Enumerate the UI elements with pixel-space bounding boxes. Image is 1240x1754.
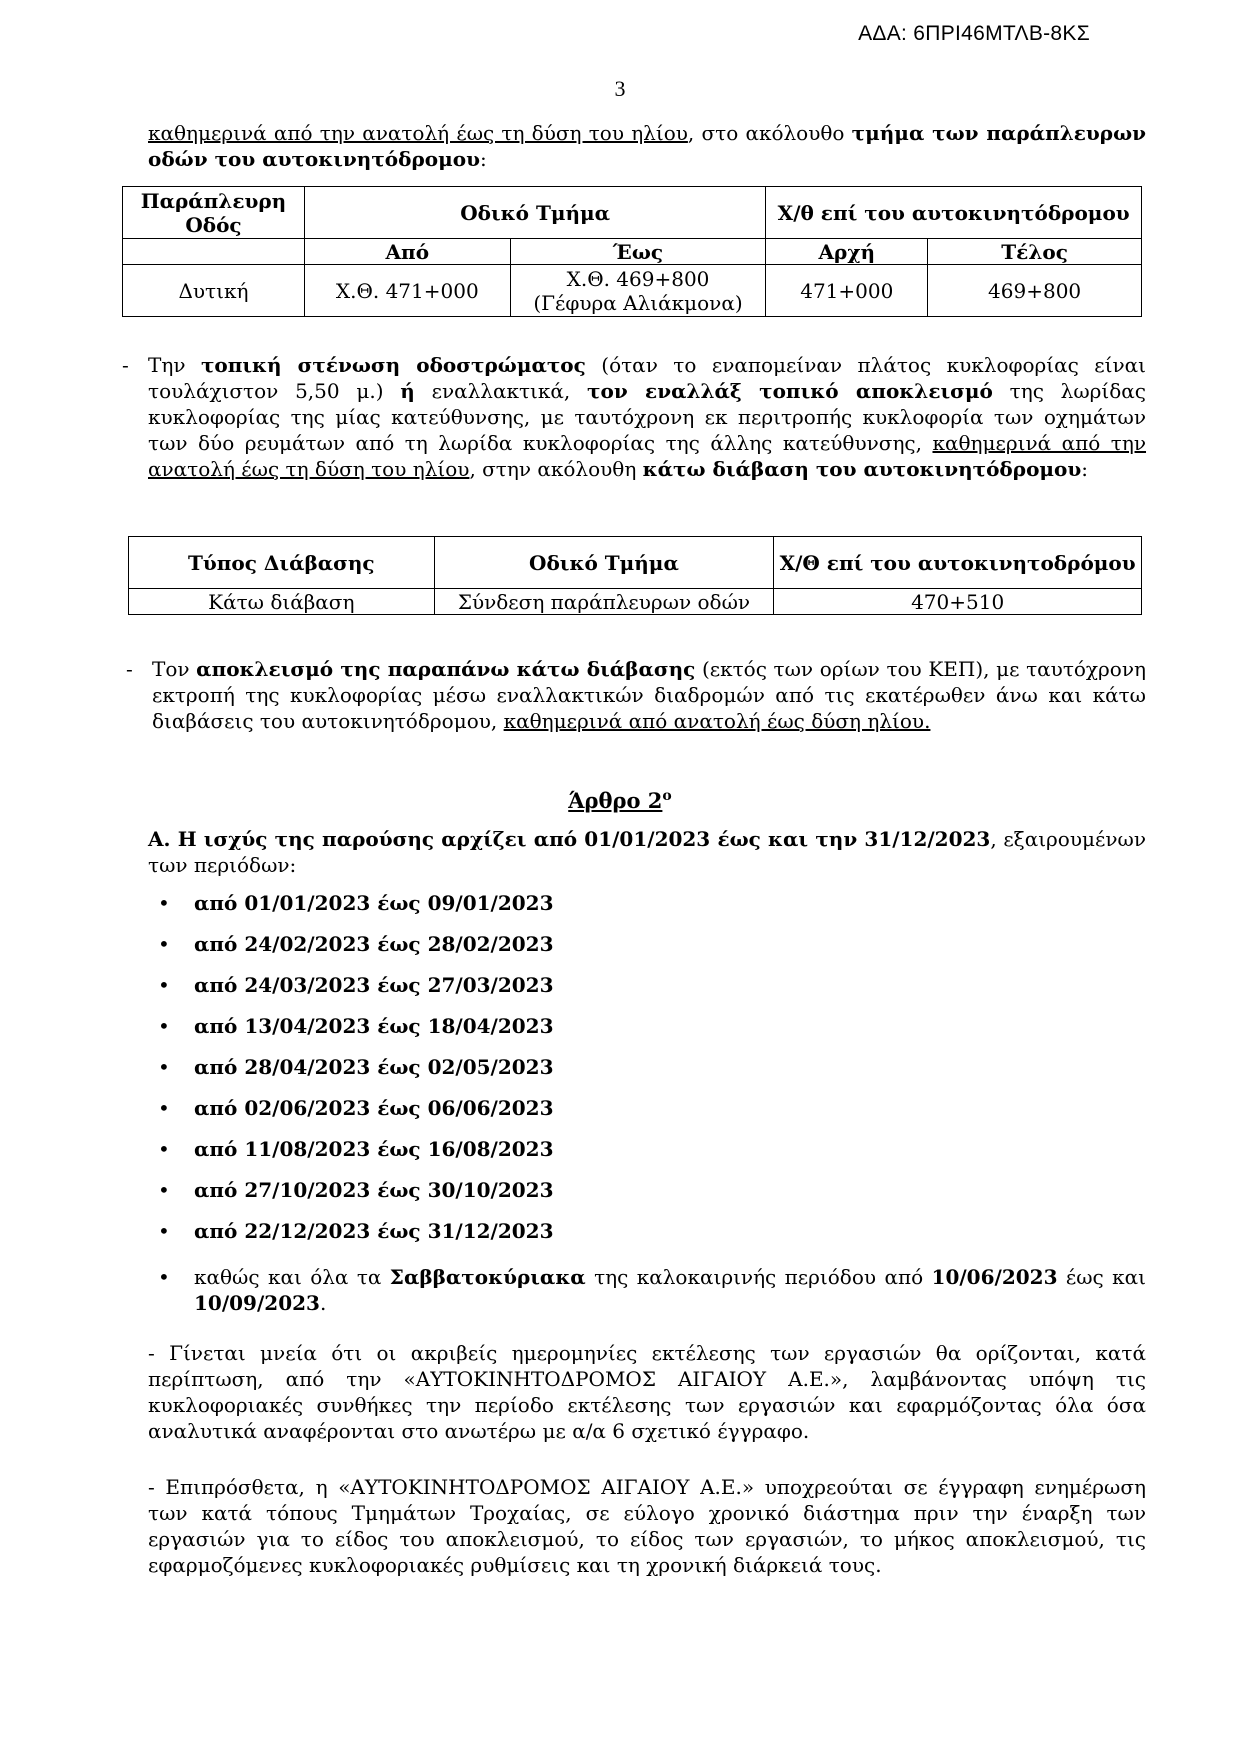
weekends-bullet: • καθώς και όλα τα Σαββατοκύριακα της καλοκαιρινής περιόδου από 10/06/2023 έως και 10/09/2023. <box>158 1265 1147 1315</box>
th-start: Αρχή <box>766 239 928 265</box>
list-item: • από 11/08/2023 έως 16/08/2023 <box>158 1137 554 1161</box>
ada-code: ΑΔΑ: 6ΠΡΙ46ΜΤΛΒ-8ΚΣ <box>858 22 1090 45</box>
th-section: Οδικό Τμήμα <box>304 187 765 239</box>
th-empty <box>123 239 305 265</box>
cell-to-line1: Χ.Θ. 469+800 <box>566 266 710 291</box>
list-item: • από 13/04/2023 έως 18/04/2023 <box>158 1014 554 1038</box>
excluded-periods-list <box>148 890 1148 1259</box>
intro-end: : <box>479 147 487 171</box>
intro-bold: τμήμα των παράπλευρων οδών του αυτοκινητόδρομου <box>148 121 1146 171</box>
table-row <box>123 265 1142 317</box>
cell-chainage: 470+510 <box>774 589 1142 615</box>
intro-text: , στο ακόλουθο <box>687 121 852 145</box>
cell-section: Σύνδεση παράπλευρων οδών <box>434 589 774 615</box>
th-end: Τέλος <box>928 239 1142 265</box>
closure-paragraph: - Τον αποκλεισμό της παραπάνω κάτω διάβασης (εκτός των ορίων του ΚΕΠ), με ταυτόχρονη εκτροπή της κυκλοφορίας μέσω εναλλακτικών διαδρομών από τις εκατέρωθεν άνω και κάτω διαβάσεις του αυτοκινητόδρομου, καθημερινά από ανατολή έως δύση ηλίου. <box>126 657 1146 733</box>
side-roads-table <box>122 186 1142 317</box>
th-chainage: Χ/Θ επί του αυτοκινητοδρόμου <box>774 537 1142 589</box>
th-from: Από <box>304 239 510 265</box>
list-item: • από 22/12/2023 έως 31/12/2023 <box>158 1219 554 1243</box>
table-row <box>129 589 1142 615</box>
cell-end: 469+800 <box>928 265 1142 317</box>
cell-to <box>510 265 766 317</box>
cell-to-line2: (Γέφυρα Αλιάκμονα) <box>533 290 743 315</box>
th-chainage: Χ/θ επί του αυτοκινητόδρομου <box>766 187 1142 239</box>
th-side-road: Παράπλευρη Οδός <box>123 187 305 239</box>
th-type: Τύπος Διάβασης <box>129 537 435 589</box>
section-a-paragraph: Α. Η ισχύς της παρούσης αρχίζει από 01/01/2023 έως και την 31/12/2023, εξαιρουμένων των περιόδων: <box>148 827 1146 877</box>
list-item: • από 24/02/2023 έως 28/02/2023 <box>158 932 554 956</box>
cell-from: Χ.Θ. 471+000 <box>304 265 510 317</box>
dash-marker: - <box>122 353 129 377</box>
page-number: 3 <box>614 76 626 101</box>
list-item: • από 27/10/2023 έως 30/10/2023 <box>158 1178 554 1202</box>
dates-note-paragraph: - Γίνεται μνεία ότι οι ακριβείς ημερομηνίες εκτέλεσης των εργασιών θα ορίζονται, κατά περίπτωση, από την «ΑΥΤΟΚΙΝΗΤΟΔΡΟΜΟΣ ΑΙΓΑΙΟΥ Α.Ε.», λαμβάνοντας υπόψη τις κυκλοφοριακές συνθήκες την περίοδο εκτέλεσης των εργασιών και εφαρμόζοντας όλα όσα αναλυτικά αναφέρονται στο ανωτέρω με α/α 6 σχετικό έγγραφο. <box>148 1341 1146 1443</box>
list-item: • από 24/03/2023 έως 27/03/2023 <box>158 973 554 997</box>
intro-paragraph <box>148 120 1146 172</box>
cell-start: 471+000 <box>766 265 928 317</box>
dash-marker: - <box>126 657 133 681</box>
th-section: Οδικό Τμήμα <box>434 537 774 589</box>
cell-side: Δυτική <box>123 265 305 317</box>
underpass-table <box>128 536 1142 615</box>
intro-underlined: καθημερινά από την ανατολή έως τη δύση του ηλίου <box>148 121 688 145</box>
cell-type: Κάτω διάβαση <box>129 589 435 615</box>
narrowing-paragraph: - Την τοπική στένωση οδοστρώματος (όταν το εναπομείναν πλάτος κυκλοφορίας είναι τουλάχιστον 5,50 μ.) ή εναλλακτικά, τον εναλλάξ τοπικό αποκλεισμό της λωρίδας κυκλοφορίας της μίας κατεύθυνσης, με ταυτόχρονη εκ περιτροπής κυκλοφορία των οχημάτων των δύο ρευμάτων από τη λωρίδα κυκλοφορίας της άλλης κατεύθυνσης, καθημερινά από την ανατολή έως τη δύση του ηλίου, στην ακόλουθη κάτω διάβαση του αυτοκινητόδρομου: <box>122 353 1147 481</box>
list-item: • από 02/06/2023 έως 06/06/2023 <box>158 1096 554 1120</box>
notification-paragraph: - Επιπρόσθετα, η «ΑΥΤΟΚΙΝΗΤΟΔΡΟΜΟΣ ΑΙΓΑΙΟΥ Α.Ε.» υποχρεούται σε έγγραφη ενημέρωση των κατά τόπους Τμημάτων Τροχαίας, σε εύλογο χρονικό διάστημα πριν την έναρξη των εργασιών για το είδος του αποκλεισμού, το είδος των εργασιών, το μήκος αποκλεισμού, τις εφαρμοζόμενες κυκλοφοριακές ρυθμίσεις και τη χρονική διάρκειά τους. <box>148 1475 1146 1577</box>
list-item: • από 28/04/2023 έως 02/05/2023 <box>158 1055 554 1079</box>
th-to: Έως <box>510 239 766 265</box>
list-item: • από 01/01/2023 έως 09/01/2023 <box>158 891 554 915</box>
article-heading: Άρθρο $2^o$ <box>568 788 672 813</box>
